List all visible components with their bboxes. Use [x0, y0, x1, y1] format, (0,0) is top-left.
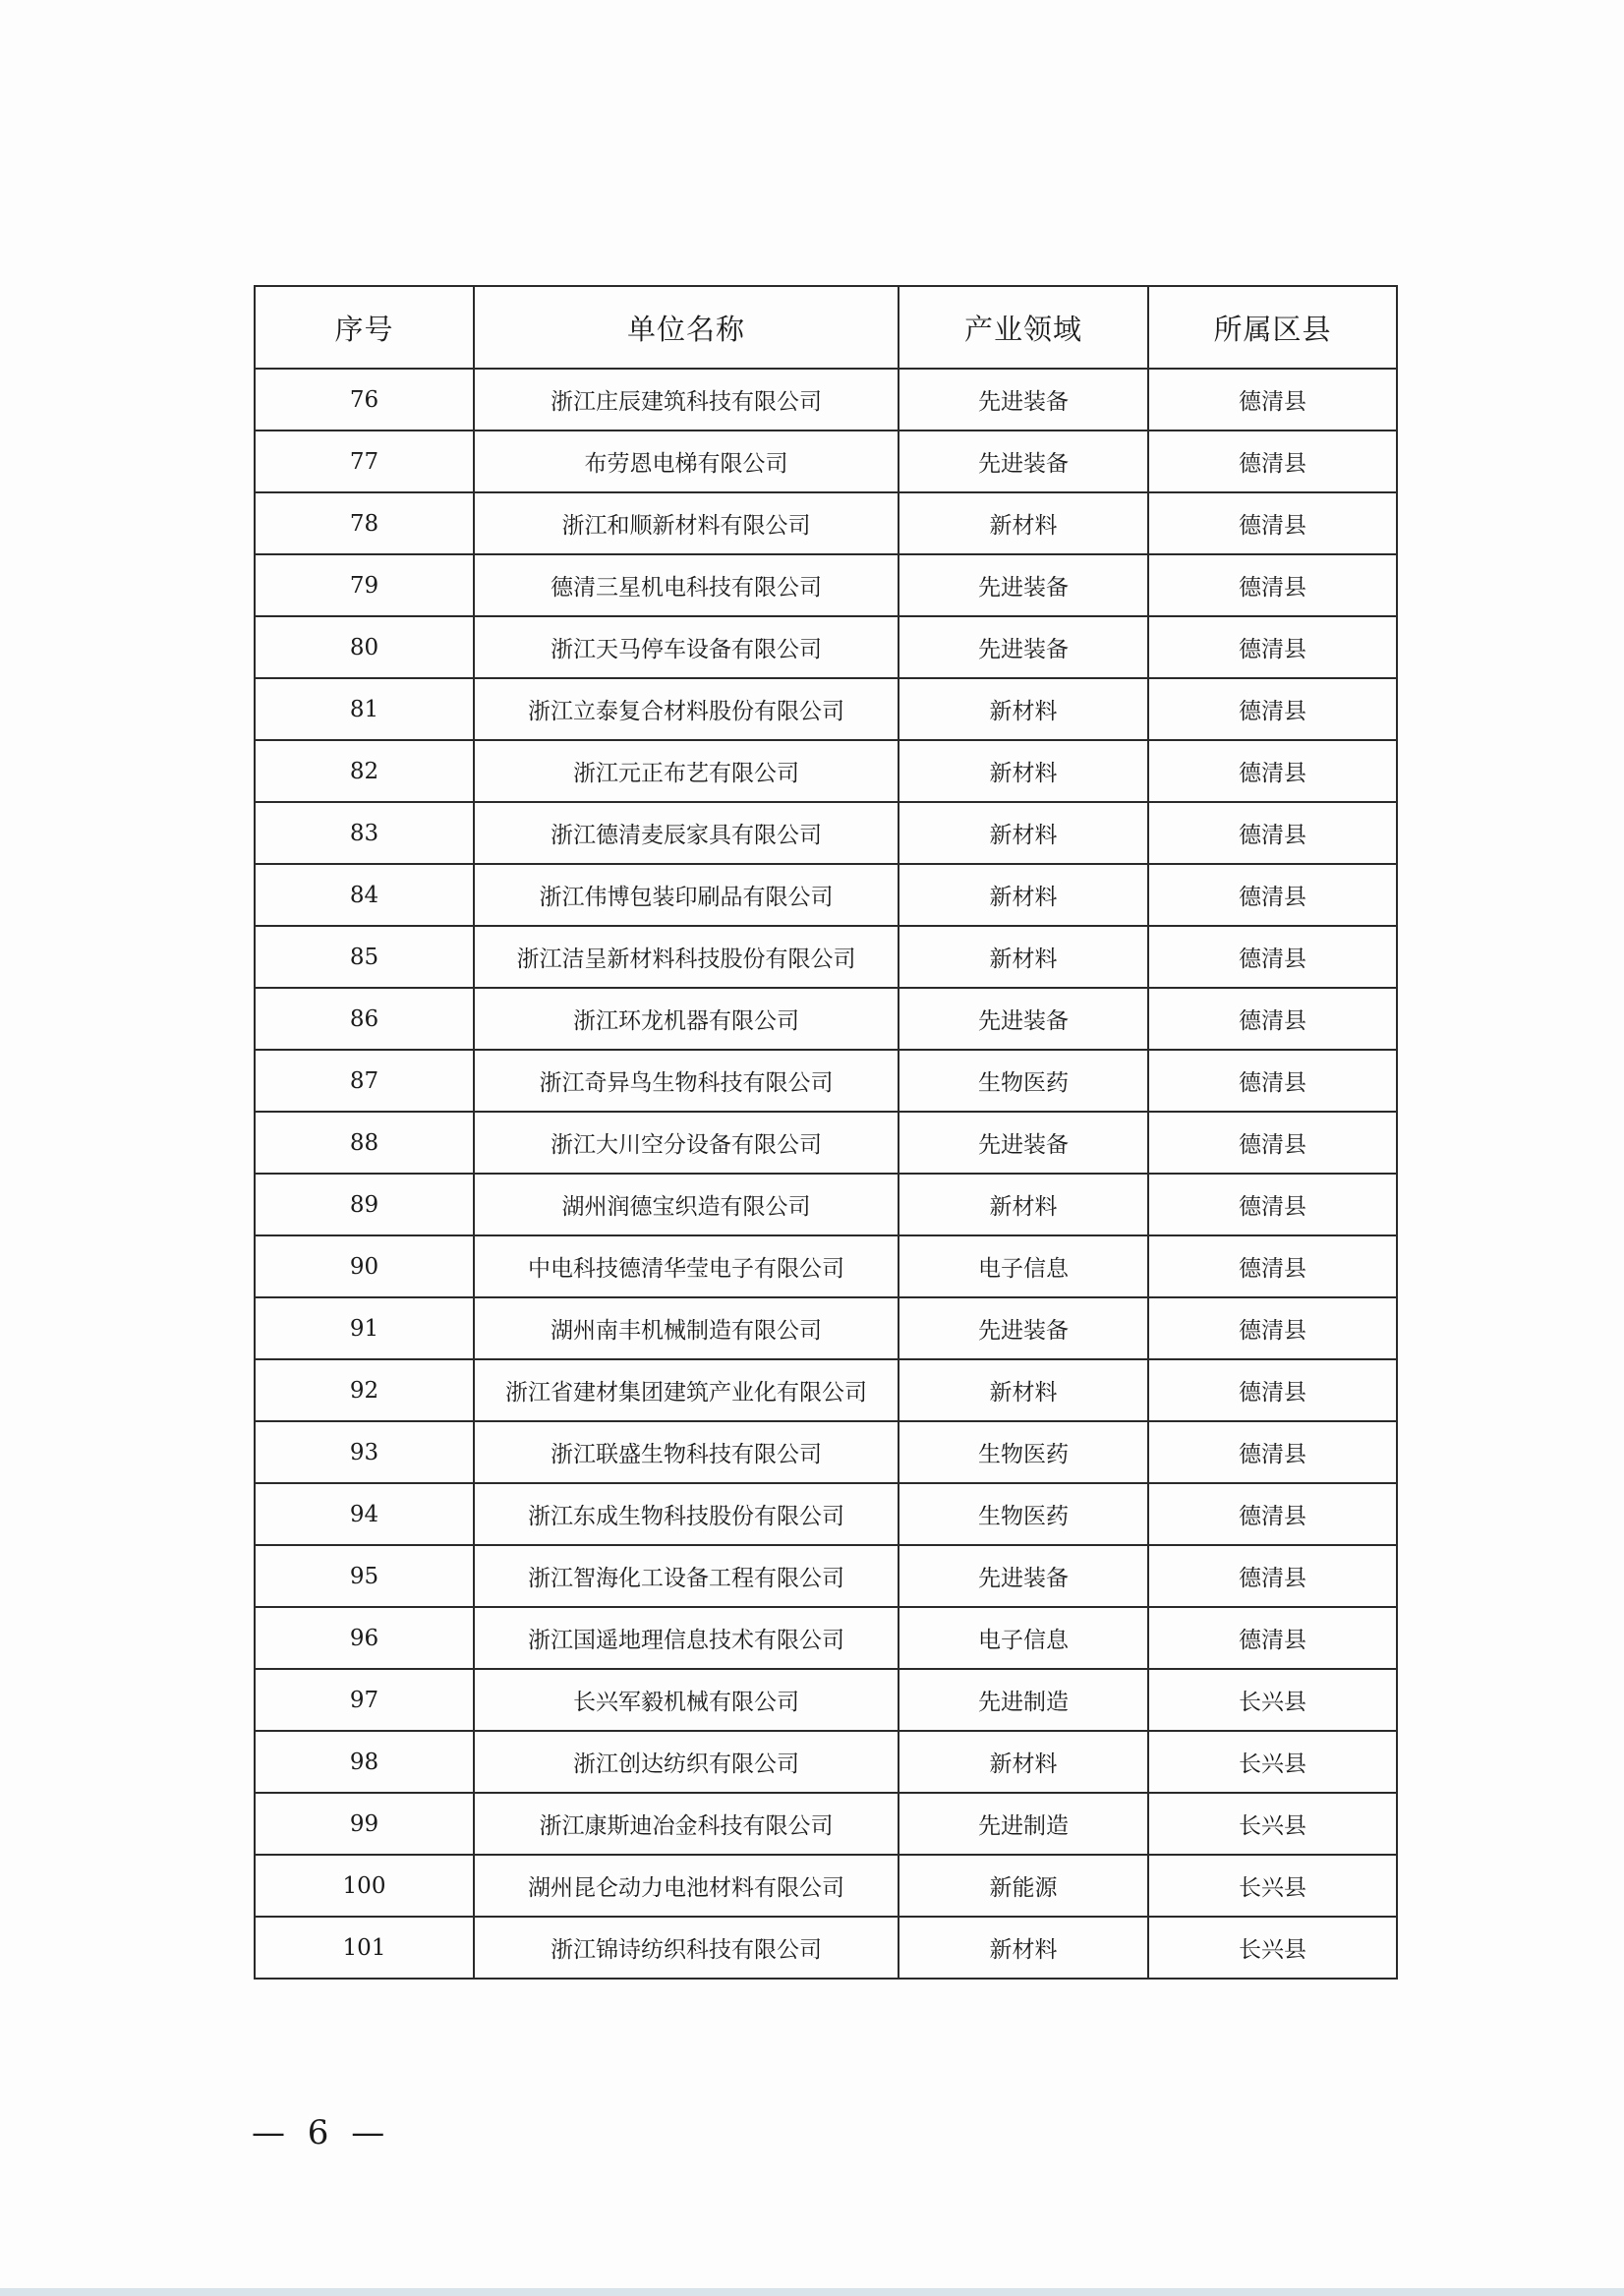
table-row — [255, 1669, 1397, 1731]
cell-company-name: 浙江元正布艺有限公司 — [474, 740, 899, 802]
table-row — [255, 369, 1397, 430]
header-district: 所属区县 — [1148, 286, 1397, 369]
cell-serial-number: 90 — [255, 1235, 474, 1297]
cell-industry: 先进装备 — [899, 1112, 1148, 1174]
cell-serial-number: 79 — [255, 554, 474, 616]
cell-industry: 生物医药 — [899, 1421, 1148, 1483]
cell-serial-number: 85 — [255, 926, 474, 988]
cell-industry: 新材料 — [899, 740, 1148, 802]
cell-district: 长兴县 — [1148, 1669, 1397, 1731]
table-row — [255, 1793, 1397, 1855]
cell-industry: 生物医药 — [899, 1050, 1148, 1112]
cell-industry: 新材料 — [899, 1174, 1148, 1235]
cell-serial-number: 96 — [255, 1607, 474, 1669]
cell-district: 德清县 — [1148, 616, 1397, 678]
cell-company-name: 湖州南丰机械制造有限公司 — [474, 1297, 899, 1359]
table-row — [255, 1855, 1397, 1917]
table-header-row — [255, 286, 1397, 369]
cell-district: 德清县 — [1148, 1359, 1397, 1421]
table-row — [255, 1297, 1397, 1359]
cell-industry: 新材料 — [899, 678, 1148, 740]
cell-district: 德清县 — [1148, 864, 1397, 926]
cell-district: 德清县 — [1148, 492, 1397, 554]
cell-company-name: 浙江国遥地理信息技术有限公司 — [474, 1607, 899, 1669]
scan-edge-divider — [0, 2288, 1624, 2296]
cell-serial-number: 84 — [255, 864, 474, 926]
table-row — [255, 1235, 1397, 1297]
table-body — [255, 369, 1397, 1979]
cell-industry: 先进装备 — [899, 988, 1148, 1050]
table-row — [255, 1917, 1397, 1979]
cell-district: 德清县 — [1148, 1050, 1397, 1112]
cell-serial-number: 78 — [255, 492, 474, 554]
table-row — [255, 492, 1397, 554]
cell-company-name: 中电科技德清华莹电子有限公司 — [474, 1235, 899, 1297]
cell-industry: 生物医药 — [899, 1483, 1148, 1545]
cell-district: 长兴县 — [1148, 1731, 1397, 1793]
cell-district: 德清县 — [1148, 1421, 1397, 1483]
cell-industry: 先进制造 — [899, 1793, 1148, 1855]
cell-serial-number: 82 — [255, 740, 474, 802]
cell-industry: 新材料 — [899, 864, 1148, 926]
cell-district: 德清县 — [1148, 1297, 1397, 1359]
cell-district: 德清县 — [1148, 678, 1397, 740]
cell-industry: 先进装备 — [899, 369, 1148, 430]
table-row — [255, 740, 1397, 802]
header-serial-number: 序号 — [255, 286, 474, 369]
cell-serial-number: 93 — [255, 1421, 474, 1483]
cell-company-name: 浙江东成生物科技股份有限公司 — [474, 1483, 899, 1545]
cell-district: 德清县 — [1148, 802, 1397, 864]
header-company-name: 单位名称 — [474, 286, 899, 369]
cell-company-name: 布劳恩电梯有限公司 — [474, 430, 899, 492]
cell-company-name: 浙江大川空分设备有限公司 — [474, 1112, 899, 1174]
cell-serial-number: 87 — [255, 1050, 474, 1112]
cell-district: 德清县 — [1148, 1607, 1397, 1669]
table-row — [255, 430, 1397, 492]
table-row — [255, 1607, 1397, 1669]
table-row — [255, 554, 1397, 616]
table-row — [255, 1483, 1397, 1545]
table-row — [255, 1112, 1397, 1174]
cell-serial-number: 81 — [255, 678, 474, 740]
cell-industry: 先进装备 — [899, 430, 1148, 492]
page-number: — 6 — — [252, 2113, 391, 2152]
cell-industry: 新材料 — [899, 492, 1148, 554]
cell-industry: 先进装备 — [899, 616, 1148, 678]
table-row — [255, 1421, 1397, 1483]
cell-serial-number: 80 — [255, 616, 474, 678]
cell-serial-number: 88 — [255, 1112, 474, 1174]
cell-serial-number: 97 — [255, 1669, 474, 1731]
cell-district: 长兴县 — [1148, 1855, 1397, 1917]
cell-company-name: 浙江环龙机器有限公司 — [474, 988, 899, 1050]
cell-district: 德清县 — [1148, 1545, 1397, 1607]
cell-industry: 先进装备 — [899, 1545, 1148, 1607]
cell-industry: 电子信息 — [899, 1235, 1148, 1297]
cell-industry: 先进制造 — [899, 1669, 1148, 1731]
cell-industry: 新材料 — [899, 802, 1148, 864]
cell-company-name: 浙江联盛生物科技有限公司 — [474, 1421, 899, 1483]
table-row — [255, 1174, 1397, 1235]
company-list-table — [254, 285, 1398, 1980]
table-row — [255, 926, 1397, 988]
cell-serial-number: 92 — [255, 1359, 474, 1421]
cell-serial-number: 89 — [255, 1174, 474, 1235]
cell-industry: 新材料 — [899, 1731, 1148, 1793]
cell-company-name: 浙江奇异鸟生物科技有限公司 — [474, 1050, 899, 1112]
cell-industry: 先进装备 — [899, 554, 1148, 616]
cell-district: 德清县 — [1148, 430, 1397, 492]
cell-serial-number: 101 — [255, 1917, 474, 1979]
table-row — [255, 988, 1397, 1050]
cell-company-name: 德清三星机电科技有限公司 — [474, 554, 899, 616]
cell-company-name: 浙江智海化工设备工程有限公司 — [474, 1545, 899, 1607]
table-row — [255, 1359, 1397, 1421]
cell-serial-number: 91 — [255, 1297, 474, 1359]
cell-company-name: 湖州昆仑动力电池材料有限公司 — [474, 1855, 899, 1917]
cell-serial-number: 95 — [255, 1545, 474, 1607]
cell-serial-number: 100 — [255, 1855, 474, 1917]
cell-company-name: 浙江德清麦辰家具有限公司 — [474, 802, 899, 864]
cell-company-name: 浙江创达纺织有限公司 — [474, 1731, 899, 1793]
cell-district: 德清县 — [1148, 740, 1397, 802]
cell-company-name: 浙江康斯迪冶金科技有限公司 — [474, 1793, 899, 1855]
cell-district: 德清县 — [1148, 1235, 1397, 1297]
cell-district: 德清县 — [1148, 988, 1397, 1050]
table-row — [255, 678, 1397, 740]
cell-company-name: 浙江庄辰建筑科技有限公司 — [474, 369, 899, 430]
company-list-table-wrapper — [254, 285, 1396, 1980]
cell-district: 长兴县 — [1148, 1793, 1397, 1855]
cell-industry: 新材料 — [899, 1917, 1148, 1979]
cell-company-name: 浙江伟博包装印刷品有限公司 — [474, 864, 899, 926]
cell-industry: 先进装备 — [899, 1297, 1148, 1359]
cell-company-name: 浙江洁呈新材料科技股份有限公司 — [474, 926, 899, 988]
cell-district: 德清县 — [1148, 926, 1397, 988]
cell-district: 长兴县 — [1148, 1917, 1397, 1979]
table-row — [255, 1545, 1397, 1607]
table-row — [255, 1050, 1397, 1112]
cell-serial-number: 94 — [255, 1483, 474, 1545]
cell-district: 德清县 — [1148, 1174, 1397, 1235]
table-row — [255, 864, 1397, 926]
cell-company-name: 浙江立泰复合材料股份有限公司 — [474, 678, 899, 740]
cell-serial-number: 76 — [255, 369, 474, 430]
table-row — [255, 802, 1397, 864]
cell-district: 德清县 — [1148, 554, 1397, 616]
table-row — [255, 1731, 1397, 1793]
table-row — [255, 616, 1397, 678]
cell-company-name: 长兴军毅机械有限公司 — [474, 1669, 899, 1731]
cell-serial-number: 83 — [255, 802, 474, 864]
cell-district: 德清县 — [1148, 1112, 1397, 1174]
cell-industry: 新材料 — [899, 1359, 1148, 1421]
cell-serial-number: 86 — [255, 988, 474, 1050]
cell-industry: 电子信息 — [899, 1607, 1148, 1669]
cell-company-name: 浙江和顺新材料有限公司 — [474, 492, 899, 554]
cell-district: 德清县 — [1148, 369, 1397, 430]
cell-serial-number: 99 — [255, 1793, 474, 1855]
header-industry: 产业领域 — [899, 286, 1148, 369]
cell-serial-number: 98 — [255, 1731, 474, 1793]
cell-industry: 新材料 — [899, 926, 1148, 988]
cell-company-name: 浙江省建材集团建筑产业化有限公司 — [474, 1359, 899, 1421]
cell-company-name: 浙江锦诗纺织科技有限公司 — [474, 1917, 899, 1979]
cell-company-name: 浙江天马停车设备有限公司 — [474, 616, 899, 678]
cell-industry: 新能源 — [899, 1855, 1148, 1917]
cell-district: 德清县 — [1148, 1483, 1397, 1545]
cell-serial-number: 77 — [255, 430, 474, 492]
cell-company-name: 湖州润德宝织造有限公司 — [474, 1174, 899, 1235]
